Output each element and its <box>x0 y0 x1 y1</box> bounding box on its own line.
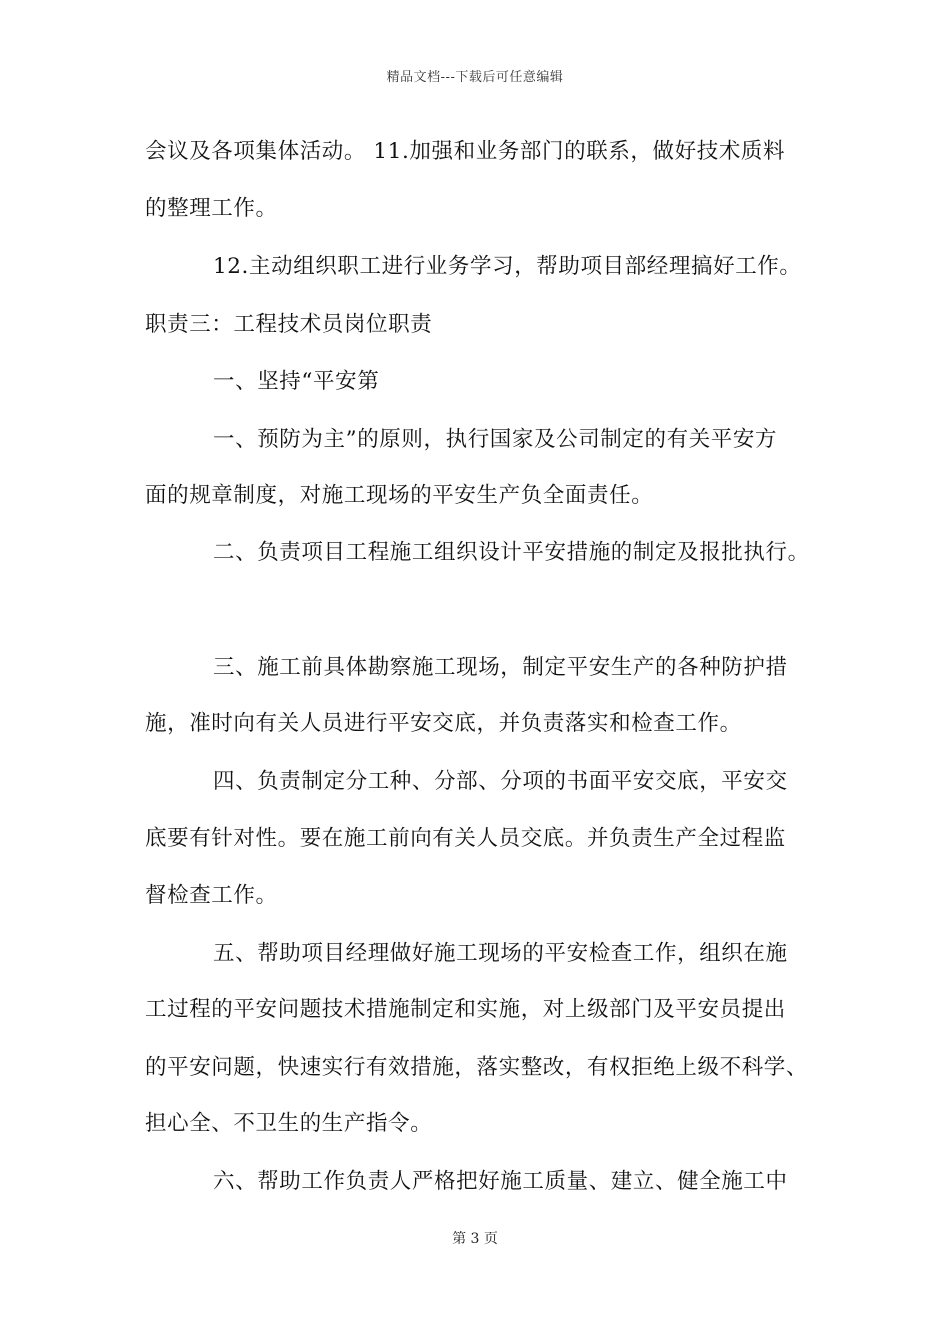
paragraph-line: 一、坚持“平安第 <box>213 369 380 394</box>
paragraph-line: 的整理工作。 <box>145 196 278 221</box>
paragraph-line: 四、负责制定分工种、分部、分项的书面平安交底，平安交 <box>213 769 788 794</box>
page-number: 第 3 页 <box>452 1231 498 1247</box>
paragraph-line: 会议及各项集体活动。 11.加强和业务部门的联系，做好技术质料 <box>145 139 786 164</box>
section-heading: 职责三：工程技术员岗位职责 <box>145 312 433 337</box>
paragraph-line: 的平安问题，快速实行有效措施，落实整改，有权拒绝上级不科学、 <box>145 1055 809 1080</box>
paragraph-line: 一、预防为主”的原则，执行国家及公司制定的有关平安方 <box>213 427 778 452</box>
paragraph-line: 二、负责项目工程施工组织设计平安措施的制定及报批执行。 <box>213 540 810 565</box>
paragraph-line: 面的规章制度，对施工现场的平安生产负全面责任。 <box>145 483 654 508</box>
paragraph-line: 底要有针对性。要在施工前向有关人员交底。并负责生产全过程监 <box>145 826 786 851</box>
paragraph-line: 六、帮助工作负责人严格把好施工质量、建立、健全施工中 <box>213 1169 788 1194</box>
paragraph-line: 三、施工前具体勘察施工现场，制定平安生产的各种防护措 <box>213 655 788 680</box>
paragraph-line: 12.主动组织职工进行业务学习，帮助项目部经理搞好工作。 <box>213 254 802 279</box>
page-header: 精品文档---下载后可任意编辑 <box>386 70 564 85</box>
paragraph-line: 施，准时向有关人员进行平安交底，并负责落实和检查工作。 <box>145 711 742 736</box>
paragraph-line: 担心全、不卫生的生产指令。 <box>145 1111 433 1136</box>
paragraph-line: 工过程的平安问题技术措施制定和实施，对上级部门及平安员提出 <box>145 997 786 1022</box>
paragraph-line: 督检查工作。 <box>145 883 278 908</box>
paragraph-line: 五、帮助项目经理做好施工现场的平安检查工作，组织在施 <box>213 941 788 966</box>
